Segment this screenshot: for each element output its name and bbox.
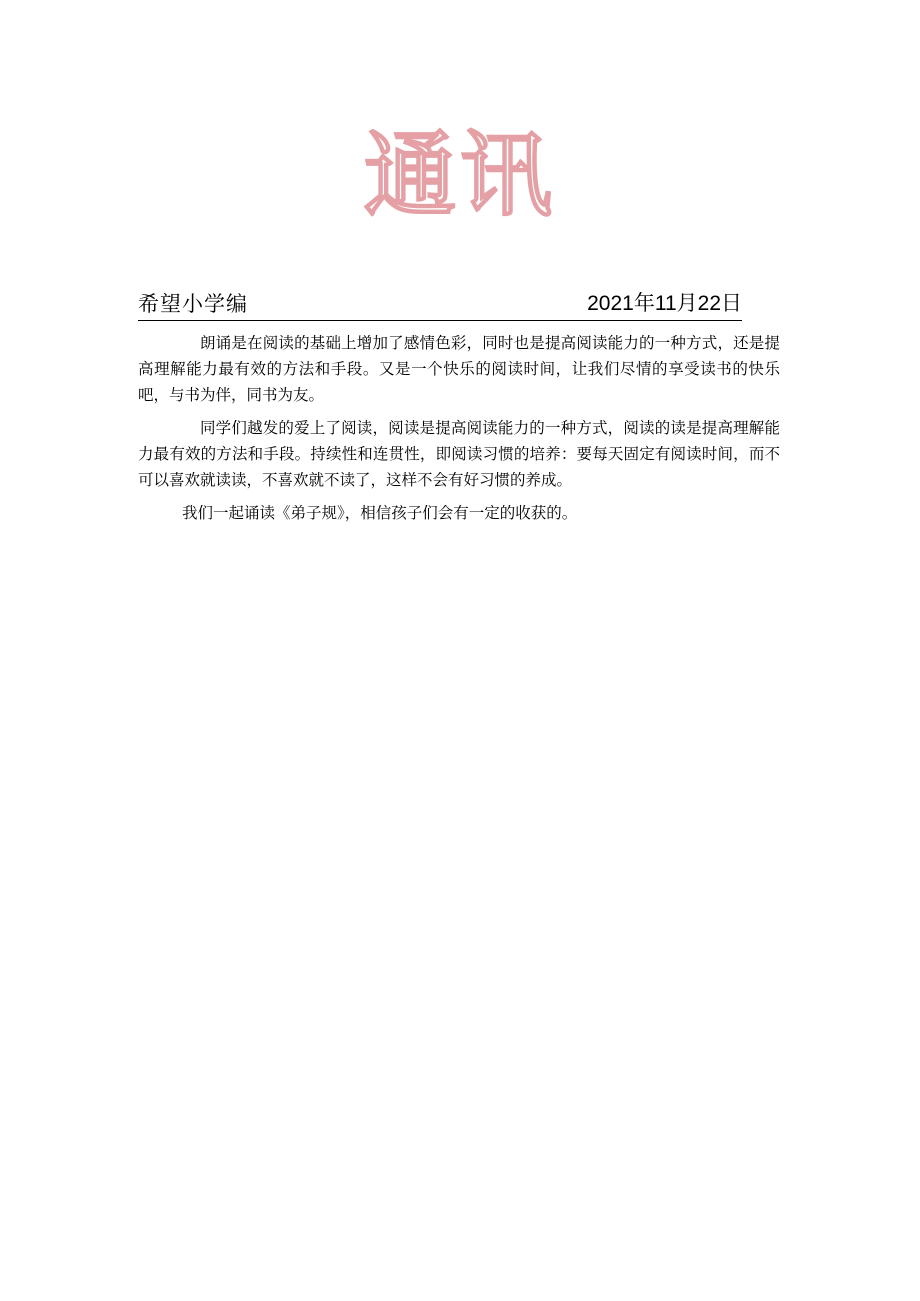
paragraph-3: 我们一起诵读《弟子规》，相信孩子们会有一定的收获的。 (182, 504, 578, 522)
title-area (0, 120, 920, 230)
publisher-label: 希望小学编 (138, 292, 248, 316)
header-row (138, 290, 742, 321)
article-body (138, 330, 780, 526)
page-title: 通讯 (363, 121, 556, 229)
date-label: 2021年11月22日 (587, 292, 742, 315)
paragraph-2: 同学们越发的爱上了阅读，阅读是提高阅读能力的一种方式，阅读的读是提高理解能力最有效的方法和手段。持续性和连贯性，即阅读习惯的培养：要每天固定有阅读时间，而不可以喜欢就读读，不喜欢就不读了，这样不会有好习惯的养成。 (138, 419, 780, 489)
paragraph-1: 朗诵是在阅读的基础上增加了感情色彩，同时也是提高阅读能力的一种方式，还是提高理解能力最有效的方法和手段。又是一个快乐的阅读时间，让我们尽情的享受读书的快乐吧，与书为伴，同书为友。 (138, 334, 780, 404)
